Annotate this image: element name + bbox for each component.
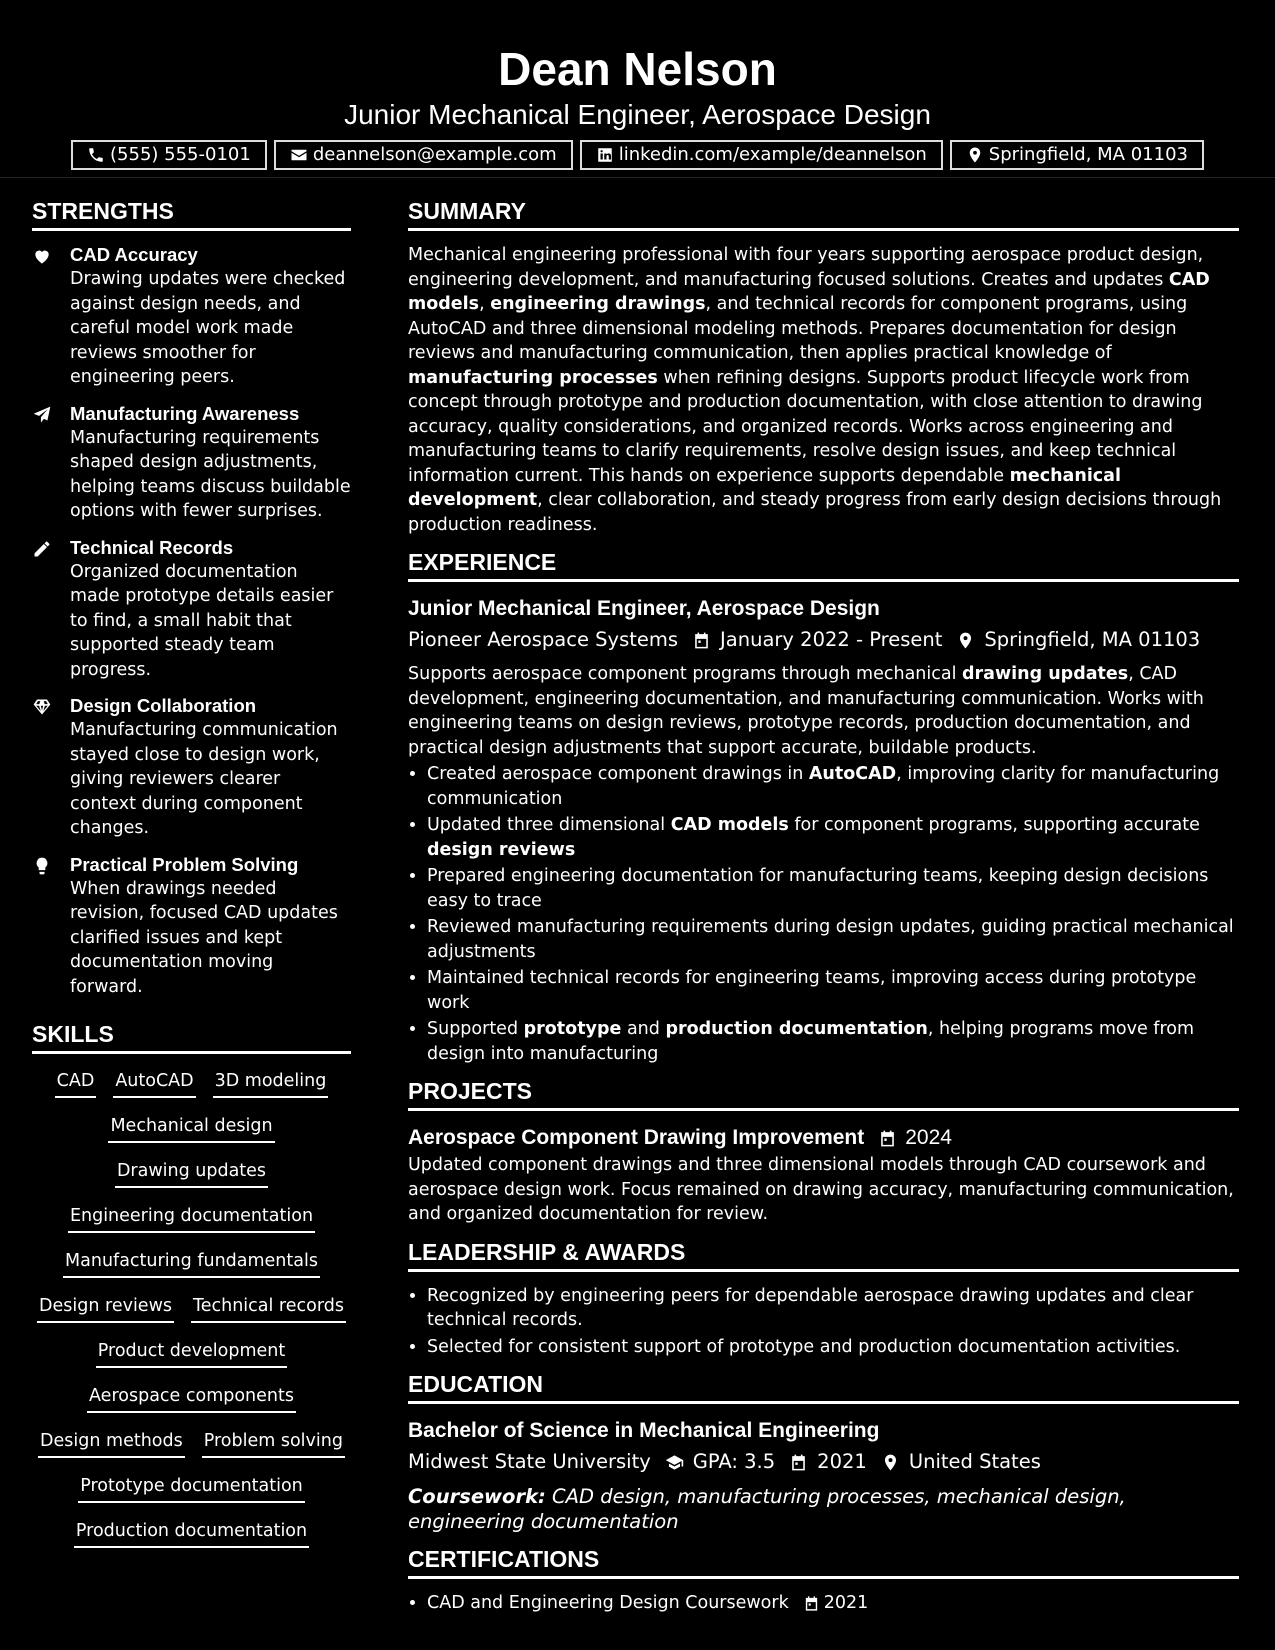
strength-item xyxy=(32,243,351,390)
skill-tag: CAD xyxy=(55,1068,97,1098)
certifications-heading: CERTIFICATIONS xyxy=(408,1544,1239,1579)
graduation-cap-icon xyxy=(665,1453,684,1472)
list-item: • Maintained technical records for engineering teams, improving access during prototype work xyxy=(427,966,1239,1015)
gpa: GPA: 3.5 xyxy=(692,1450,776,1473)
skill-tag: 3D modeling xyxy=(213,1068,329,1098)
experience-section xyxy=(408,547,1239,1066)
gem-icon xyxy=(32,697,52,717)
education-meta xyxy=(408,1446,1239,1478)
job-bullets xyxy=(408,762,1239,1066)
leadership-heading: LEADERSHIP & AWARDS xyxy=(408,1237,1239,1272)
skill-tag: Drawing updates xyxy=(115,1158,268,1188)
list-item: • Reviewed manufacturing requirements during design updates, guiding practical mechanical adjustments xyxy=(427,915,1239,964)
coursework: Coursework: CAD design, manufacturing processes, mechanical design, engineering documentation xyxy=(408,1485,1126,1533)
skill-tag: Technical records xyxy=(191,1293,346,1323)
job-location: Springfield, MA 01103 xyxy=(984,628,1201,651)
list-item: • Selected for consistent support of prototype and production documentation activities. xyxy=(427,1335,1239,1360)
linkedin-text: linkedin.com/example/deannelson xyxy=(618,144,927,165)
skill-tag: Mechanical design xyxy=(108,1113,274,1143)
projects-heading: PROJECTS xyxy=(408,1076,1239,1111)
project-title-row xyxy=(408,1123,1239,1153)
strength-desc: Manufacturing communication stayed close to design work, giving reviewers clearer context during component changes. xyxy=(70,720,338,838)
calendar-icon xyxy=(692,631,711,650)
paper-plane-icon xyxy=(32,405,52,425)
job-intro: Supports aerospace component programs through mechanical drawing updates, CAD development, engineering documentation, and manufacturing communication. Works with engineering teams on design reviews, prototype records, production documentation, and practical design adjustments that support accurate, buildable products. xyxy=(408,664,1204,758)
contact-phone[interactable] xyxy=(71,140,267,170)
education-location: United States xyxy=(908,1450,1041,1473)
left-column xyxy=(32,196,351,1563)
strength-item xyxy=(32,536,351,683)
education-section xyxy=(408,1369,1239,1534)
job-title: Junior Mechanical Engineer, Aerospace Design xyxy=(408,597,880,620)
strength-title: Manufacturing Awareness xyxy=(70,402,300,424)
strength-desc: Manufacturing requirements shaped design adjustments, helping teams discuss buildable options with fewer surprises. xyxy=(70,427,351,521)
education-heading: EDUCATION xyxy=(408,1369,1239,1404)
candidate-headline: Junior Mechanical Engineer, Aerospace Design xyxy=(344,99,931,130)
job-dates: January 2022 - Present xyxy=(720,628,943,651)
map-pin-icon xyxy=(966,146,984,164)
leadership-list xyxy=(408,1284,1239,1360)
contact-email[interactable] xyxy=(274,140,573,170)
email-text: deannelson@example.com xyxy=(312,144,557,165)
strength-item xyxy=(32,402,351,524)
leadership-section xyxy=(408,1237,1239,1360)
map-pin-icon xyxy=(956,631,975,650)
list-item: • Created aerospace component drawings in AutoCAD, improving clarity for manufacturing communication xyxy=(427,762,1239,811)
right-column xyxy=(408,196,1239,1626)
pencil-icon xyxy=(32,539,52,559)
summary-section xyxy=(408,196,1239,537)
certifications-section xyxy=(408,1544,1239,1616)
strength-title: Practical Problem Solving xyxy=(70,853,299,875)
skill-tag: Prototype documentation xyxy=(78,1473,305,1503)
skill-tag: Design methods xyxy=(38,1428,185,1458)
strength-item xyxy=(32,694,351,841)
certification-year: 2021 xyxy=(823,1593,869,1613)
calendar-icon xyxy=(878,1129,897,1148)
certifications-list xyxy=(408,1591,1239,1616)
list-item: • Updated three dimensional CAD models for component programs, supporting accurate design reviews xyxy=(427,813,1239,862)
job-meta xyxy=(408,624,1239,656)
project-name: Aerospace Component Drawing Improvement xyxy=(408,1126,865,1149)
candidate-name: Dean Nelson xyxy=(498,43,777,95)
summary-text: Mechanical engineering professional with four years supporting aerospace product design, engineering development, and manufacturing focused solutions. Creates and updates CAD models, engineering drawings, and technical records for component programs, using AutoCAD and three dimensional modeling methods. Prepares documentation for design reviews and manufacturing communication, then applies practical knowledge of manufacturing processes when refining designs. Supports product lifecycle work from concept through prototype and production documentation, with close attention to drawing accuracy, quality considerations, and organized records. Works across engineering and manufacturing teams to clarify requirements, resolve design issues, and keep technical information current. This hands on experience supports dependable mechanical development, clear collaboration, and steady progress from early design decisions through production readiness. xyxy=(408,245,1222,535)
strengths-heading: STRENGTHS xyxy=(32,196,351,231)
skill-tag: Manufacturing fundamentals xyxy=(63,1248,320,1278)
lightbulb-icon xyxy=(32,856,52,876)
skill-tag: Production documentation xyxy=(74,1518,309,1548)
strength-desc: When drawings needed revision, focused CAD updates clarified issues and kept documentation moving forward. xyxy=(70,878,338,997)
skills-list xyxy=(32,1068,351,1563)
strength-item xyxy=(32,853,351,1000)
degree-title: Bachelor of Science in Mechanical Engineering xyxy=(408,1419,880,1442)
skill-tag: Product development xyxy=(96,1338,287,1368)
phone-icon xyxy=(87,146,105,164)
company-name: Pioneer Aerospace Systems xyxy=(408,628,679,651)
list-item: • Recognized by engineering peers for dependable aerospace drawing updates and clear technical records. xyxy=(427,1284,1239,1333)
skill-tag: Problem solving xyxy=(202,1428,345,1458)
strength-title: Design Collaboration xyxy=(70,695,257,716)
experience-heading: EXPERIENCE xyxy=(408,547,1239,582)
certification-name: • CAD and Engineering Design Coursework xyxy=(427,1593,789,1613)
contact-linkedin[interactable] xyxy=(580,140,943,170)
list-item xyxy=(427,1591,1239,1616)
envelope-icon xyxy=(290,146,308,164)
location-text: Springfield, MA 01103 xyxy=(988,144,1188,165)
school-name: Midwest State University xyxy=(408,1450,651,1473)
projects-section xyxy=(408,1076,1239,1227)
skills-heading: SKILLS xyxy=(32,1019,351,1054)
resume-header xyxy=(0,0,1275,178)
contact-location[interactable] xyxy=(950,140,1204,170)
strength-title: Technical Records xyxy=(70,536,234,558)
calendar-icon xyxy=(803,1595,820,1612)
list-item: • Supported prototype and production documentation, helping programs move from design into manufacturing xyxy=(427,1017,1239,1066)
phone-text: (555) 555-0101 xyxy=(110,144,251,165)
calendar-icon xyxy=(789,1453,808,1472)
contact-bar xyxy=(0,140,1275,170)
skill-tag: Engineering documentation xyxy=(68,1203,315,1233)
strength-desc: Organized documentation made prototype details easier to find, a small habit that supported steady team progress. xyxy=(70,561,334,680)
skill-tag: Design reviews xyxy=(37,1293,174,1323)
map-pin-icon xyxy=(881,1453,900,1472)
list-item: • Prepared engineering documentation for manufacturing teams, keeping design decisions easy to trace xyxy=(427,864,1239,913)
strength-desc: Drawing updates were checked against design needs, and careful model work made reviews smoother for engineering peers. xyxy=(70,269,346,387)
heart-icon xyxy=(32,246,52,266)
project-desc: Updated component drawings and three dimensional models through CAD coursework and aerospace design work. Focus remained on drawing accuracy, manufacturing communication, and organized documentation for review. xyxy=(408,1155,1234,1224)
graduation-year: 2021 xyxy=(817,1450,867,1473)
summary-heading: SUMMARY xyxy=(408,196,1239,231)
skill-tag: AutoCAD xyxy=(113,1068,195,1098)
strength-title: CAD Accuracy xyxy=(70,244,198,265)
linkedin-icon xyxy=(596,146,614,164)
project-year: 2024 xyxy=(905,1126,952,1149)
skill-tag: Aerospace components xyxy=(87,1383,296,1413)
